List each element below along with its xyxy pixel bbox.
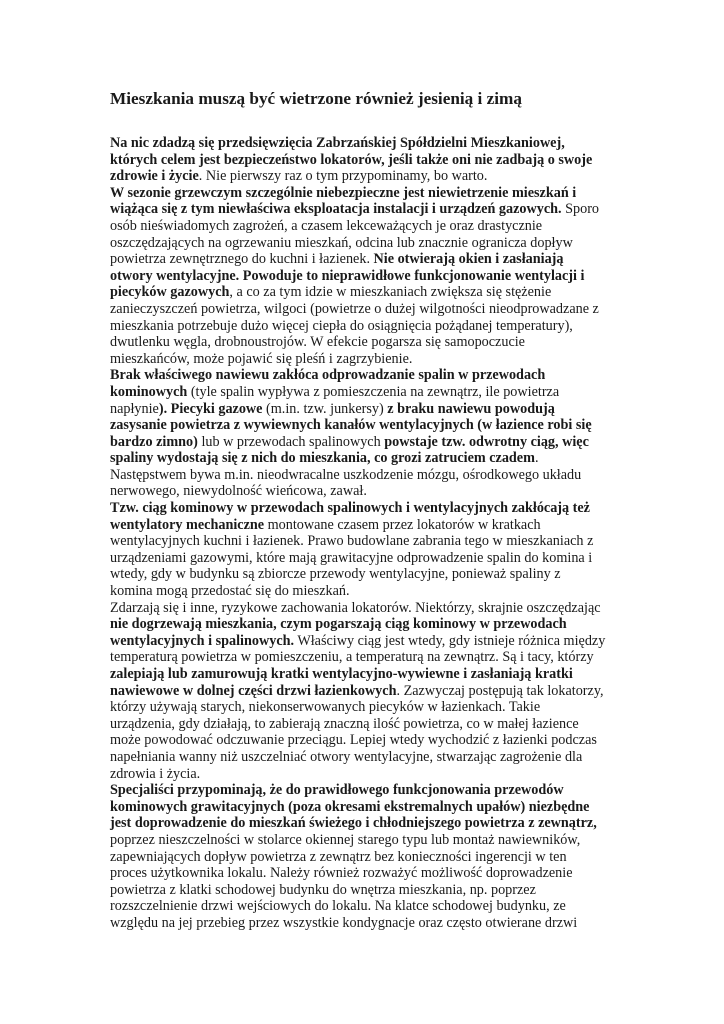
text-run: , a co za tym idzie w mieszkaniach zwiększa się stężenie zanieczyszczeń powietrza, wilgoci (powietrze o dużej wilgotności nieodprowadzane z mieszkania potrzebuje dużo więcej ciepła do osiągnięcia pożądanej temperatury), dwutlenku węgla, drobnoustrojów. W efekcie pogarsza się samopoczucie mieszkańców, może pojawić się pleśń i zagrzybienie. [110,284,599,367]
text-run: (tyle spalin wypływa z pomieszczenia na zewnątrz, ile powietrza napłynie [110,383,560,417]
paragraph [110,185,606,368]
bold-text-run: ). Piecyki gazowe [158,400,263,417]
paragraph [110,782,606,931]
bold-text-run: z braku nawiewu powodują zasysanie powietrza z wywiewnych kanałów wentylacyjnych (w łazience robi się bardzo zimno) [110,400,592,450]
bold-text-run: Na nic zdadzą się przedsięwzięcia Zabrzańskiej Spółdzielni Mieszkaniowej, których celem jest bezpieczeństwo lokatorów, jeśli także oni nie zadbają o swoje zdrowie i życie [110,135,593,185]
document-title: Mieszkania muszą być wietrzone również jesienią i zimą [110,89,522,108]
bold-text-run: W sezonie grzewczym szczególnie niebezpieczne jest niewietrzenie mieszkań i wiążąca się z tym niewłaściwa eksploatacja instalacji i urządzeń gazowych. [110,184,577,218]
bold-text-run: Brak właściwego nawiewu zakłóca odprowadzanie spalin w przewodach kominowych [110,367,546,400]
paragraph [110,600,606,783]
text-run: Właściwy ciąg jest wtedy, gdy istnieje różnica między temperaturą powietrza w pomieszczeniu, a temperaturą na zewnątrz. Są i tacy, którzy [110,632,606,666]
text-run: poprzez nieszczelności w stolarce okiennej starego typu lub montaż nawiewników, zapewniających dopływ powietrza z zewnątrz bez konieczności ingerencji w ten proces użytkownika lokalu. Należy również rozważyć możliwość doprowadzenie powietrza z klatki schodowej budynku do wnętrza mieszkania, np. poprzez rozszczelnienie drzwi wejściowych do lokalu. Na klatce schodowej budynku, ze względu na jej przebieg przez wszystkie kondygnacje oraz często otwierane drzwi [110,831,581,931]
bold-text-run: zalepiają lub zamurowują kratki wentylacyjno-wywiewne i zasłaniają kratki nawiewowe w dolnej części drzwi łazienkowych [110,666,573,699]
paragraph [110,135,606,185]
text-run: . Nie pierwszy raz o tym przypominamy, bo warto. [198,168,488,185]
document-page [110,88,606,932]
bold-text-run: Nie otwierają okien i zasłaniają otwory wentylacyjne. Powoduje to nieprawidłowe funkcjonowanie wentylacji i piecyków gazowych [110,251,585,301]
paragraph [110,367,606,500]
text-run: lub w przewodach spalinowych [197,433,385,450]
text-run: Zdarzają się i inne, ryzykowe zachowania lokatorów. Niektórzy, skrajnie oszczędzając [110,599,601,616]
paragraph [110,500,606,600]
bold-text-run: nie dogrzewają mieszkania, czym pogarszają ciąg kominowy w przewodach wentylacyjnych i spalinowych. [110,616,567,649]
text-run: . Zazwyczaj postępują tak lokatorzy, którzy używają starych, niekonserwowanych piecyków w łazienkach. Takie urządzenia, gdy działają, to zabierają znaczną ilość powietrza, co w małej łazience może powodować odczuwanie przeciągu. Lepiej wtedy wychodzić z łazienki podczas napełniania wanny niż uszczelniać otwory wentylacyjne, stwarzając zagrożenie dla zdrowia i życia. [110,682,604,782]
bold-text-run: Specjaliści przypominają, że do prawidłowego funkcjonowania przewodów kominowych grawitacyjnych (poza okresami ekstremalnych upałów) niezbędne jest doprowadzenie do mieszkań świeżego i chłodniejszego powietrza z zewnątrz, [110,782,597,832]
document-body [110,135,606,932]
bold-text-run: Tzw. ciąg kominowy w przewodach spalinowych i wentylacyjnych zakłócają też wentylatory mechaniczne [110,500,590,533]
text-run: montowane czasem przez lokatorów w kratkach wentylacyjnych kuchni i łazienek. Prawo budowlane zabrania tego w mieszkaniach z urządzeniami gazowymi, które mają grawitacyjne odprowadzenie spalin do komina i wtedy, gdy w budynku są zbiorcze przewody wentylacyjne, ponieważ spaliny z komina mogą przedostać się do mieszkań. [110,516,594,600]
text-run: Sporo osób nieświadomych zagrożeń, a czasem lekceważących je oraz drastycznie oszczędzających na ogrzewaniu mieszkań, odcina lub znacznie ogranicza dopływ powietrza zewnętrznego do kuchni i łazienek. [110,201,600,268]
bold-text-run: powstaje tzw. odwrotny ciąg, więc spaliny wydostają się z nich do mieszkania, co grozi zatruciem czadem [110,433,589,467]
text-run: (m.in. tzw. junkersy) [262,400,388,417]
text-run: . Następstwem bywa m.in. nieodwracalne uszkodzenie mózgu, ośrodkowego układu nerwowego, niewydolność wieńcowa, zawał. [110,450,582,500]
